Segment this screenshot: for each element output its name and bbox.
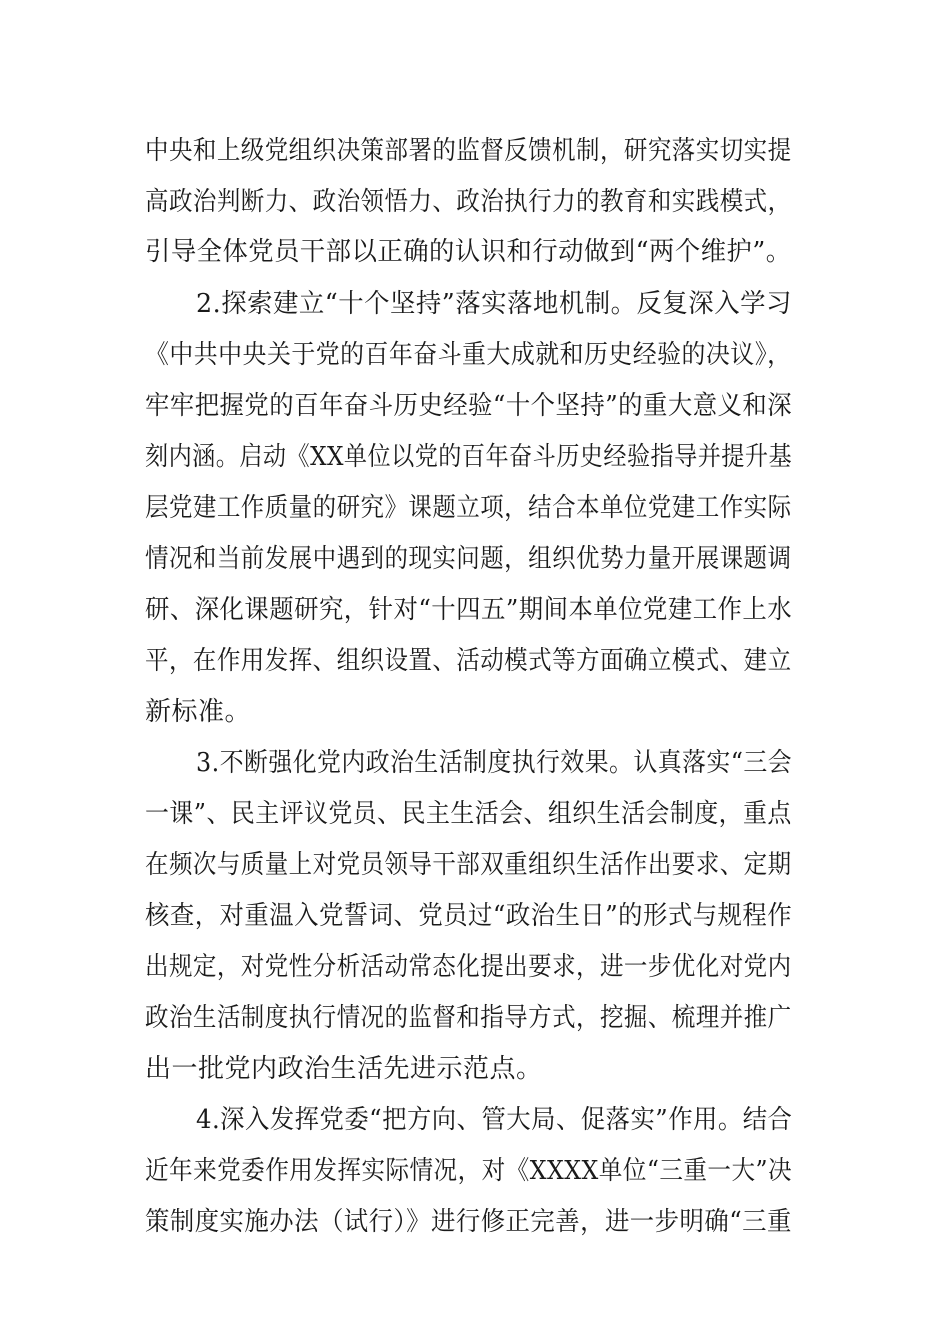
text-line: 策制度实施办法（试行）》进行修正完善，进一步明确“三重 (145, 1207, 792, 1237)
text-line: 在频次与质量上对党员领导干部双重组织生活作出要求、定期 (145, 850, 792, 880)
text-line: 《中共中央关于党的百年奋斗重大成就和历史经验的决议》， (145, 340, 792, 370)
text-line: 层党建工作质量的研究》课题立项，结合本单位党建工作实际 (145, 493, 792, 523)
text-line: 近年来党委作用发挥实际情况，对《XXXX单位“三重一大”决 (145, 1156, 793, 1186)
text-line: 出一批党内政治生活先进示范点。 (145, 1054, 543, 1084)
text-line: 情况和当前发展中遇到的现实问题，组织优势力量开展课题调 (145, 544, 792, 574)
paragraph-heading-3: 3.不断强化党内政治生活制度执行效果。认真落实“三会 (196, 748, 793, 778)
text-line: 出规定，对党性分析活动常态化提出要求，进一步优化对党内 (145, 952, 792, 982)
text-line: 平，在作用发挥、组织设置、活动模式等方面确立模式、建立 (145, 646, 792, 676)
text-line: 牢牢把握党的百年奋斗历史经验“十个坚持”的重大意义和深 (145, 391, 793, 421)
text-line: 一课”、民主评议党员、民主生活会、组织生活会制度，重点 (145, 799, 792, 829)
paragraph-heading-2: 2.探索建立“十个坚持”落实落地机制。反复深入学习 (196, 289, 792, 319)
text-line: 引导全体党员干部以正确的认识和行动做到“两个维护”。 (145, 237, 792, 267)
text-line: 核查，对重温入党誓词、党员过“政治生日”的形式与规程作 (145, 901, 793, 931)
text-line: 高政治判断力、政治领悟力、政治执行力的教育和实践模式， (145, 187, 792, 217)
paragraph-heading-4: 4.深入发挥党委“把方向、管大局、促落实”作用。结合 (196, 1105, 793, 1135)
text-line: 研、深化课题研究，针对“十四五”期间本单位党建工作上水 (145, 595, 793, 625)
text-line: 新标准。 (145, 697, 252, 727)
text-line: 中央和上级党组织决策部署的监督反馈机制，研究落实切实提 (145, 136, 792, 166)
text-line: 政治生活制度执行情况的监督和指导方式，挖掘、梳理并推广 (145, 1003, 792, 1033)
text-line: 刻内涵。启动《XX单位以党的百年奋斗历史经验指导并提升基 (145, 442, 793, 472)
